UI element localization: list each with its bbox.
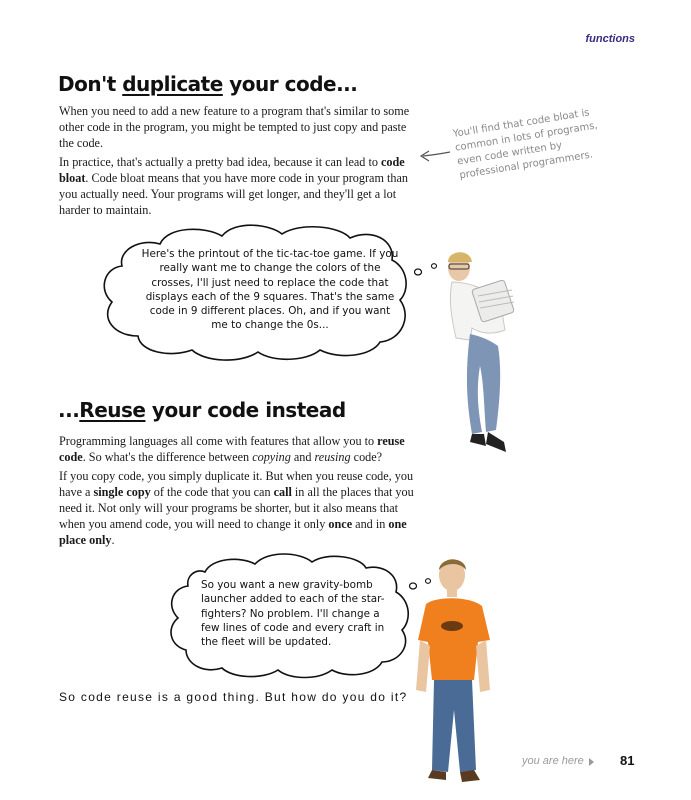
triangle-right-icon — [589, 758, 594, 766]
bold-term: one place only — [59, 517, 407, 547]
italic-term: copying — [252, 450, 291, 464]
italic-term: reusing — [314, 450, 351, 464]
closing-question: So code reuse is a good thing. But how do you do it? — [59, 690, 408, 704]
text-run: code? — [350, 450, 383, 464]
heading-prefix: ... — [58, 398, 80, 422]
bold-term: single copy — [93, 485, 151, 499]
bold-term: code bloat — [59, 155, 405, 185]
text-run: in all the places that you need it. Not only will your programs be shorter, but it also means that when you amend code, you will need to change it only — [59, 485, 414, 531]
thought-dot-2b — [426, 579, 431, 584]
man-with-printout-illustration — [448, 252, 514, 452]
bold-term: call — [273, 485, 292, 499]
thought-bubble-text-tictactoe: Here's the printout of the tic-tac-toe game. If you really want me to change the colors of the crosses, I'll just need to replace the code that displays each of the 9 squares. That's the same code in 9 different places. Oh, and if you want me to change the 0s... — [141, 248, 399, 332]
heading-suffix: your code... — [222, 72, 358, 96]
text-run: . Code bloat means that you have more code in your program than you actually need. Your programs will get longer, and they'll get a lot harder to maintain. — [59, 171, 408, 217]
text-run: If you copy code, you simply duplicate it. But when you reuse code, you have a — [59, 469, 414, 499]
heading-suffix: your code instead — [145, 398, 346, 422]
heading-reuse-code — [58, 398, 346, 422]
man-in-orange-shirt-illustration — [416, 559, 490, 782]
thought-dot-2a — [410, 583, 417, 589]
section-tag: functions — [585, 33, 635, 45]
heading-underlined-word: duplicate — [122, 72, 223, 96]
text-run: and — [290, 450, 315, 464]
text-run: Programming languages all come with features that allow you to — [59, 434, 378, 448]
page-number: 81 — [620, 753, 635, 768]
thought-bubble-text-gravity-bomb: So you want a new gravity-bomb launcher added to each of the star-fighters? No problem. I'll change a few lines of code and every craft in the fleet will be updated. — [201, 579, 385, 649]
thought-dot-1b — [432, 264, 437, 269]
paragraph-copy-paste — [59, 103, 414, 151]
text-run: When you need to add a new feature to a program that's similar to some other code in the program, you might be tempted to just copy and paste the code. — [59, 104, 410, 150]
thought-dot-1a — [415, 269, 422, 275]
bold-term: reuse code — [59, 434, 405, 464]
heading-prefix: Don't — [58, 72, 123, 96]
text-run: of the code that you can — [150, 485, 274, 499]
text-run: . — [111, 533, 115, 547]
side-note-code-bloat: You'll find that code bloat is common in lots of programs, even code written by professional programmers. — [452, 107, 599, 182]
heading-underlined-word: Reuse — [79, 398, 146, 422]
paragraph-copy-vs-reuse — [59, 468, 414, 548]
heading-dont-duplicate — [58, 72, 357, 96]
bold-term: once — [328, 517, 353, 531]
you-are-here-label: you are here — [522, 755, 584, 767]
paragraph-code-bloat — [59, 154, 414, 218]
text-run: . So what's the difference between — [82, 450, 253, 464]
text-run: and in — [352, 517, 389, 531]
text-run: In practice, that's actually a pretty bad idea, because it can lead to — [59, 155, 381, 169]
paragraph-reuse-intro — [59, 433, 414, 465]
